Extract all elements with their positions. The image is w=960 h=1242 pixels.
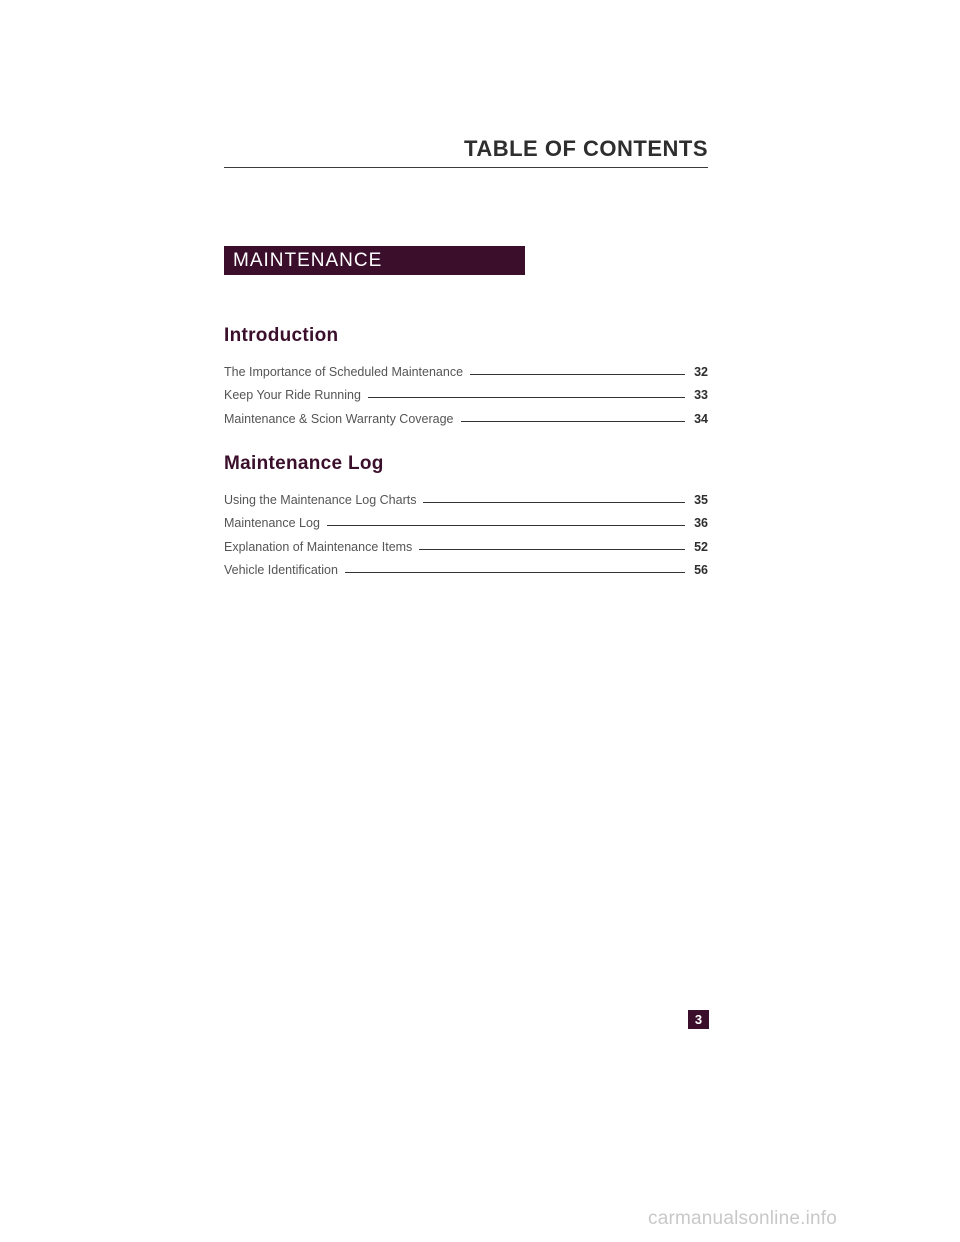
- entry-page-number: 36: [694, 516, 708, 530]
- entry-title: The Importance of Scheduled Maintenance: [224, 364, 464, 379]
- leader-line: [327, 525, 685, 526]
- leader-line: [470, 374, 685, 375]
- page-number-badge: 3: [688, 1010, 709, 1029]
- entry-page-number: 35: [694, 492, 708, 507]
- leader-line: [423, 502, 685, 503]
- group-heading: Introduction: [224, 325, 339, 346]
- entry-title: Vehicle Identification: [224, 563, 338, 577]
- toc-entry[interactable]: [224, 379, 708, 403]
- toc-group-introduction: [224, 325, 708, 426]
- leader-line: [419, 549, 685, 550]
- entry-title: Using the Maintenance Log Charts: [224, 492, 417, 507]
- page-title: TABLE OF CONTENTS: [464, 136, 708, 161]
- toc-entry[interactable]: [224, 483, 708, 507]
- entry-page-number: 56: [694, 563, 708, 577]
- leader-line: [368, 397, 685, 398]
- leader-line: [461, 421, 685, 422]
- entry-title: Maintenance Log: [224, 516, 320, 530]
- toc-entry[interactable]: [224, 554, 708, 578]
- page-header: [224, 136, 708, 162]
- toc-entry[interactable]: [224, 355, 708, 379]
- entry-title: Explanation of Maintenance Items: [224, 539, 413, 554]
- entry-title: Keep Your Ride Running: [224, 388, 361, 402]
- group-heading: Maintenance Log: [224, 453, 384, 474]
- toc-entry[interactable]: [224, 402, 708, 426]
- entry-page-number: 33: [694, 388, 708, 402]
- entry-page-number: 34: [694, 411, 708, 426]
- entry-page-number: 32: [694, 364, 708, 379]
- section-banner: MAINTENANCE INFORMATION: [224, 246, 525, 275]
- leader-line: [345, 572, 685, 573]
- header-divider: [224, 167, 708, 168]
- entry-page-number: 52: [694, 539, 708, 554]
- toc-group-maintenance-log: [224, 453, 708, 577]
- watermark: carmanualsonline.info: [648, 1208, 838, 1229]
- toc-entry[interactable]: [224, 507, 708, 531]
- toc-entry[interactable]: [224, 530, 708, 554]
- entry-title: Maintenance & Scion Warranty Coverage: [224, 411, 454, 426]
